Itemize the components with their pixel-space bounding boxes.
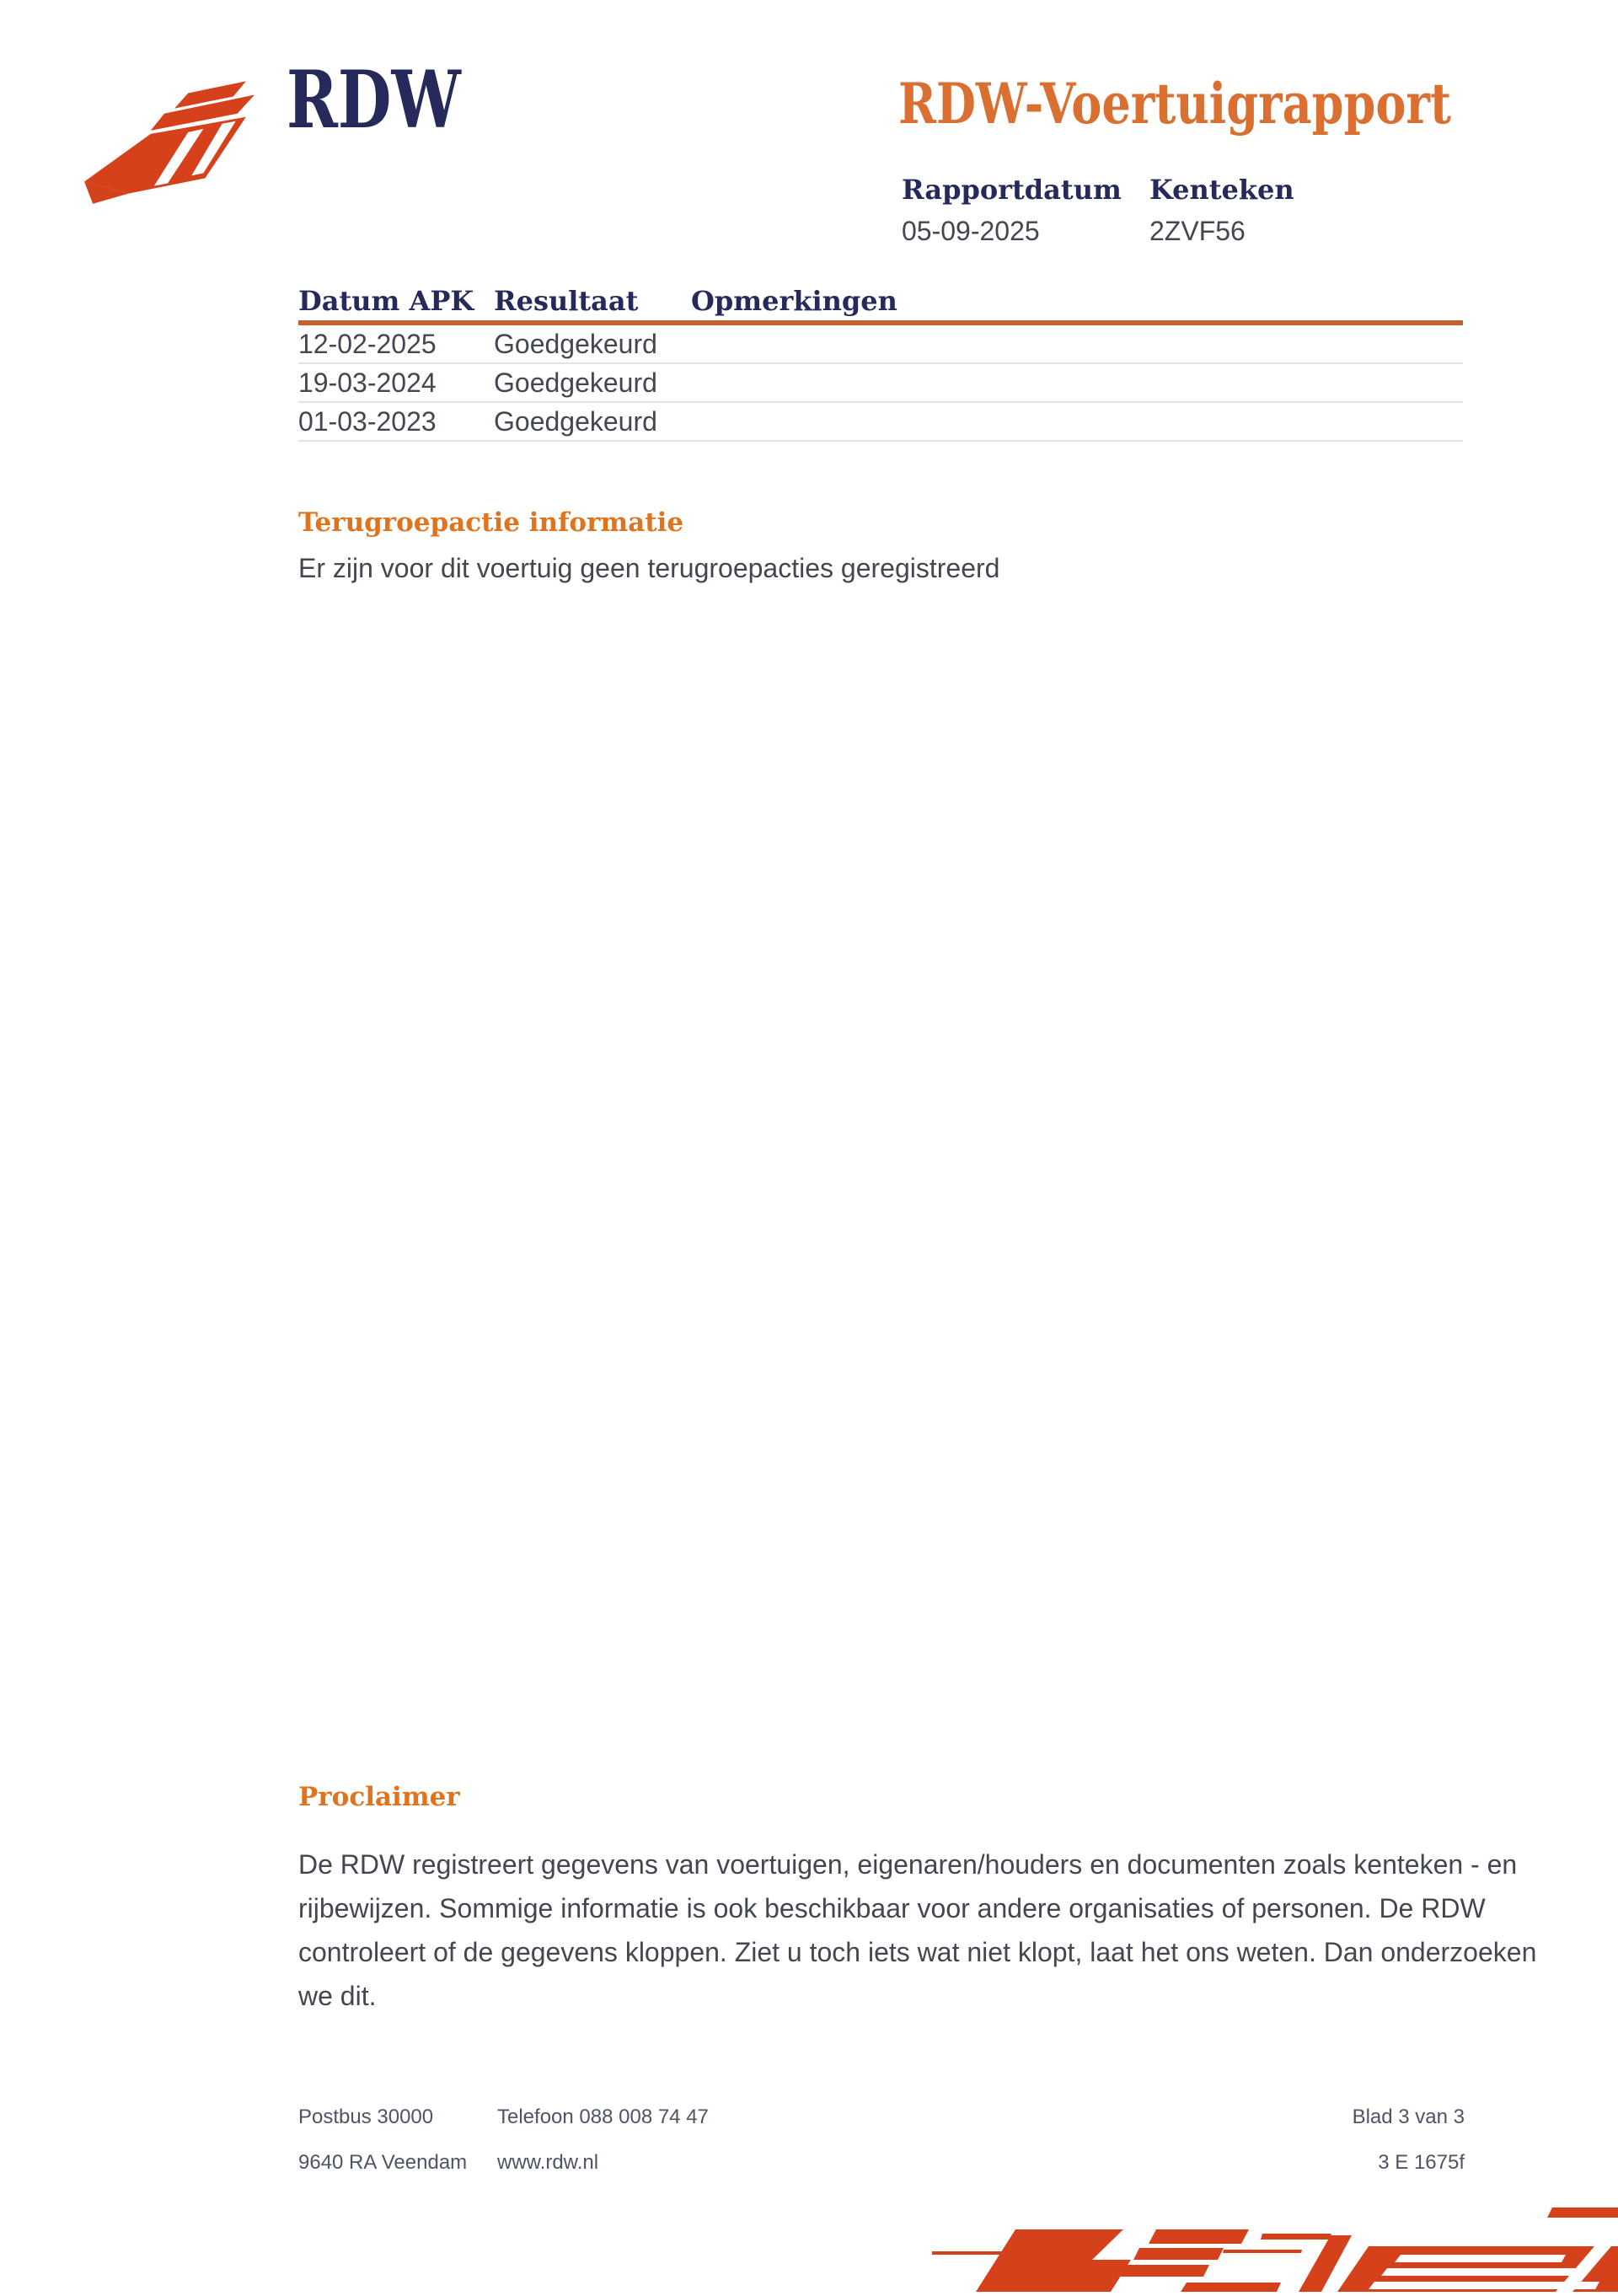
license-plate-block [1149, 174, 1294, 247]
footer-postbus: Postbus 30000 [298, 2106, 434, 2128]
rdw-logo-wordmark: RDW [287, 54, 461, 147]
recall-section-heading: Terugroepactie informatie [298, 507, 684, 538]
footer-contact-column [497, 2106, 709, 2175]
cell-resultaat: Goedgekeurd [494, 367, 657, 398]
proclaimer-line: De RDW registreert gegevens van voertuigen, eigenaren/houders en documenten zoals kenteken - en [298, 1849, 1518, 1880]
cell-datum: 19-03-2024 [298, 367, 437, 398]
report-date-block [902, 174, 1122, 247]
cell-datum: 01-03-2023 [298, 405, 437, 437]
table-row [298, 325, 1463, 364]
proclaimer-line: rijbewijzen. Sommige informatie is ook beschikbaar voor andere organisaties of personen. De RDW [298, 1893, 1486, 1923]
page-title: RDW-Voertuigrapport [898, 71, 1451, 137]
recall-info-section [298, 506, 999, 585]
table-header-row [298, 285, 1463, 317]
footer-phone: Telefoon 088 008 74 47 [497, 2106, 709, 2128]
proclaimer-line: we dit. [298, 1981, 377, 2011]
table-row [298, 364, 1463, 403]
report-date-value: 05-09-2025 [902, 216, 1040, 246]
apk-history-table [298, 285, 1463, 442]
footer-website: www.rdw.nl [497, 2151, 599, 2174]
rdw-flag-art-icon [927, 2199, 1618, 2292]
table-row [298, 403, 1463, 442]
proclaimer-heading: Proclaimer [298, 1782, 460, 1812]
rdw-logo-icon [79, 72, 258, 209]
recall-section-text: Er zijn voor dit voertuig geen terugroepacties geregistreerd [298, 553, 1000, 583]
license-plate-value: 2ZVF56 [1149, 216, 1246, 246]
license-plate-label: Kenteken [1149, 174, 1294, 206]
col-header-opmerkingen: Opmerkingen [691, 285, 897, 317]
report-date-label: Rapportdatum [902, 174, 1122, 206]
col-header-datum-apk: Datum APK [298, 285, 474, 317]
footer-form-code: 3 E 1675f [1378, 2151, 1465, 2174]
footer-page-indicator: Blad 3 van 3 [1352, 2106, 1465, 2128]
proclaimer-text [298, 1843, 1536, 2018]
cell-datum: 12-02-2025 [298, 328, 437, 359]
proclaimer-line: controleert of de gegevens kloppen. Ziet u toch iets wat niet klopt, laat het ons weten. Dan onderzoeken [298, 1937, 1537, 1967]
footer-page-column [1353, 2106, 1465, 2175]
footer-city: 9640 RA Veendam [298, 2151, 468, 2174]
cell-resultaat: Goedgekeurd [494, 405, 657, 437]
cell-resultaat: Goedgekeurd [494, 328, 657, 359]
footer-address-column [298, 2106, 467, 2175]
col-header-resultaat: Resultaat [494, 285, 639, 317]
proclaimer-section [298, 1780, 1536, 2018]
